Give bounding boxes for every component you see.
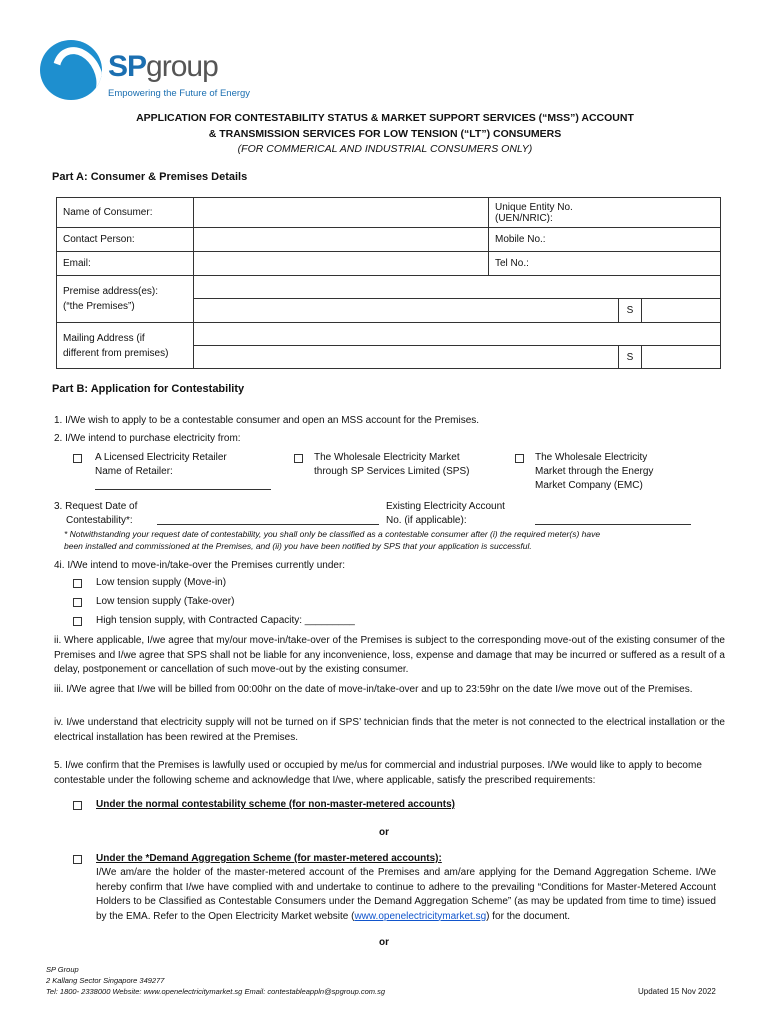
consumer-details-table: [56, 197, 721, 276]
item-4ii: ii. Where applicable, I/we agree that my/our move-in/take-over of the Premises is subject to the corresponding move-out of the existing consumer of the Premises and I/we agree that SPS shall not be liable for any inconvenience, loss, expense and damage that may be incurred or suffered as a result of a delay, postponement or cancellation of such move-out by the existing consumer.: [54, 635, 725, 675]
email-field[interactable]: [194, 252, 489, 276]
contact-person-label: Contact Person:: [57, 228, 194, 252]
request-date-field[interactable]: [157, 524, 379, 525]
name-of-consumer-label: Name of Consumer:: [57, 198, 194, 228]
or-separator-2: or: [379, 937, 389, 948]
item-1: 1. I/We wish to apply to be a contestable consumer and open an MSS account for the Premises.: [54, 415, 480, 426]
mailing-address-line1[interactable]: [194, 323, 721, 346]
item-2: 2. I/We intend to purchase electricity from:: [54, 433, 241, 444]
opt-ht: High tension supply, with Contracted Capacity: _________: [96, 615, 355, 626]
sp-swirl-icon: [40, 40, 102, 100]
footer-company: SP Group: [46, 965, 79, 974]
opt-emc-line3: Market Company (EMC): [535, 480, 643, 491]
premise-address-line1[interactable]: [194, 276, 721, 299]
existing-account-label-line2: No. (if applicable):: [386, 515, 467, 526]
mailing-postal-prefix: S: [619, 346, 642, 369]
footer-updated-date: Updated 15 Nov 2022: [638, 987, 716, 996]
emc-checkbox[interactable]: [515, 454, 524, 463]
note-line2: been installed and commissioned at the Premises, and (ii) you have been notified by SPS that your application is successful.: [64, 541, 532, 551]
opt-sps-line2: through SP Services Limited (SPS): [314, 466, 470, 477]
address-table: [56, 275, 721, 369]
note-line1: * Notwithstanding your request date of contestability, you shall only be classified as a contestable consumer after (i) the required meter(s) have: [64, 529, 601, 539]
form-subtitle: (FOR COMMERICAL AND INDUSTRIAL CONSUMERS ONLY): [237, 143, 533, 155]
tel-field[interactable]: [579, 252, 721, 276]
da-scheme-checkbox[interactable]: [73, 855, 82, 864]
item-4i: 4i. I/We intend to move-in/take-over the Premises currently under:: [54, 560, 346, 571]
footer-contact: Tel: 1800- 2338000 Website: www.openelectricitymarket.sg Email: contestableappln@spgroup.com.sg: [46, 987, 386, 996]
opt-lt-movein: Low tension supply (Move-in): [96, 577, 227, 588]
logo-tagline: Empowering the Future of Energy: [108, 88, 251, 99]
uen-field[interactable]: [579, 198, 721, 228]
premise-postal-code[interactable]: [642, 299, 721, 323]
item-4iv: iv. I/we understand that electricity supply will not be turned on if SPS’ technician finds that the meter is not connected to the electrical installation or the electrical installation has been rewired at the Premises.: [54, 717, 725, 743]
mailing-address-label: Mailing Address (if different from premises): [57, 323, 194, 369]
mailing-postal-code[interactable]: [642, 346, 721, 369]
mobile-label: Mobile No.:: [489, 228, 580, 252]
existing-account-field[interactable]: [535, 524, 691, 525]
opt-emc-line1: The Wholesale Electricity: [535, 452, 648, 463]
footer-address: 2 Kallang Sector Singapore 349277: [46, 976, 165, 985]
normal-scheme-checkbox[interactable]: [73, 801, 82, 810]
form-title-line2: & TRANSMISSION SERVICES FOR LOW TENSION (“LT”) CONSUMERS: [208, 128, 562, 140]
sp-group-logo: [40, 40, 251, 104]
logo-wordmark: SPgroup: [108, 50, 218, 83]
opt-lt-takeover: Low tension supply (Take-over): [96, 596, 235, 607]
opt-sps-line1: The Wholesale Electricity Market: [314, 452, 460, 463]
open-electricity-market-link[interactable]: www.openelectricitymarket.sg: [354, 910, 487, 922]
opt-retailer-line2: Name of Retailer:: [95, 466, 173, 477]
name-of-consumer-field[interactable]: [194, 198, 489, 228]
scheme-da: Under the *Demand Aggregation Scheme (for master-metered accounts):: [96, 853, 442, 864]
email-label: Email:: [57, 252, 194, 276]
or-separator-1: or: [379, 827, 389, 838]
scheme-normal: Under the normal contestability scheme (for non-master-metered accounts): [96, 799, 455, 810]
sps-checkbox[interactable]: [294, 454, 303, 463]
tel-label: Tel No.:: [489, 252, 580, 276]
lt-movein-checkbox[interactable]: [73, 579, 82, 588]
opt-retailer-line1: A Licensed Electricity Retailer: [95, 452, 227, 463]
premise-address-line2[interactable]: [194, 299, 619, 323]
contact-person-field[interactable]: [194, 228, 489, 252]
opt-emc-line2: Market through the Energy: [535, 466, 654, 477]
premise-postal-prefix: S: [619, 299, 642, 323]
item-5: 5. I/we confirm that the Premises is lawfully used or occupied by me/us for commercial and industrial purposes. I/We would like to apply to become contestable under the following scheme and acknowledge that I/we, where applicable, satisfy the prescribed requirements:: [54, 760, 702, 786]
da-description: I/We am/are the holder of the master-metered account of the Premises and am/are applying for the Demand Aggregation Scheme. I/We hereby confirm that I/we have complied with and undertake to continue to adhere to the prevailing “Conditions for Master-Metered Account Holders to be Classified as Contestable Consumers under the Demand Aggregation Scheme” (as may be updated from time to time) issued by the EMA. Refer to the Open Electricity Market website (www.openelectricitymarket.sg) for the document.: [96, 867, 716, 922]
retailer-checkbox[interactable]: [73, 454, 82, 463]
part-a-heading: Part A: Consumer & Premises Details: [52, 171, 248, 183]
mailing-address-line2[interactable]: [194, 346, 619, 369]
item-3-label-line1: 3. Request Date of: [54, 501, 138, 512]
lt-takeover-checkbox[interactable]: [73, 598, 82, 607]
retailer-name-field[interactable]: [95, 489, 271, 490]
part-b-heading: Part B: Application for Contestability: [52, 383, 245, 395]
existing-account-label-line1: Existing Electricity Account: [386, 501, 505, 512]
item-3-label-line2: Contestability*:: [66, 515, 133, 526]
form-title-line1: APPLICATION FOR CONTESTABILITY STATUS & MARKET SUPPORT SERVICES (“MSS”) ACCOUNT: [136, 112, 634, 124]
premise-address-label: Premise address(es): (“the Premises”): [57, 276, 194, 323]
uen-label: Unique Entity No. (UEN/NRIC):: [489, 198, 580, 228]
ht-checkbox[interactable]: [73, 617, 82, 626]
mobile-field[interactable]: [579, 228, 721, 252]
item-4iii: iii. I/We agree that I/we will be billed from 00:00hr on the date of move-in/take-over and up to 23:59hr on the date I/we move out of the Premises.: [54, 684, 693, 695]
